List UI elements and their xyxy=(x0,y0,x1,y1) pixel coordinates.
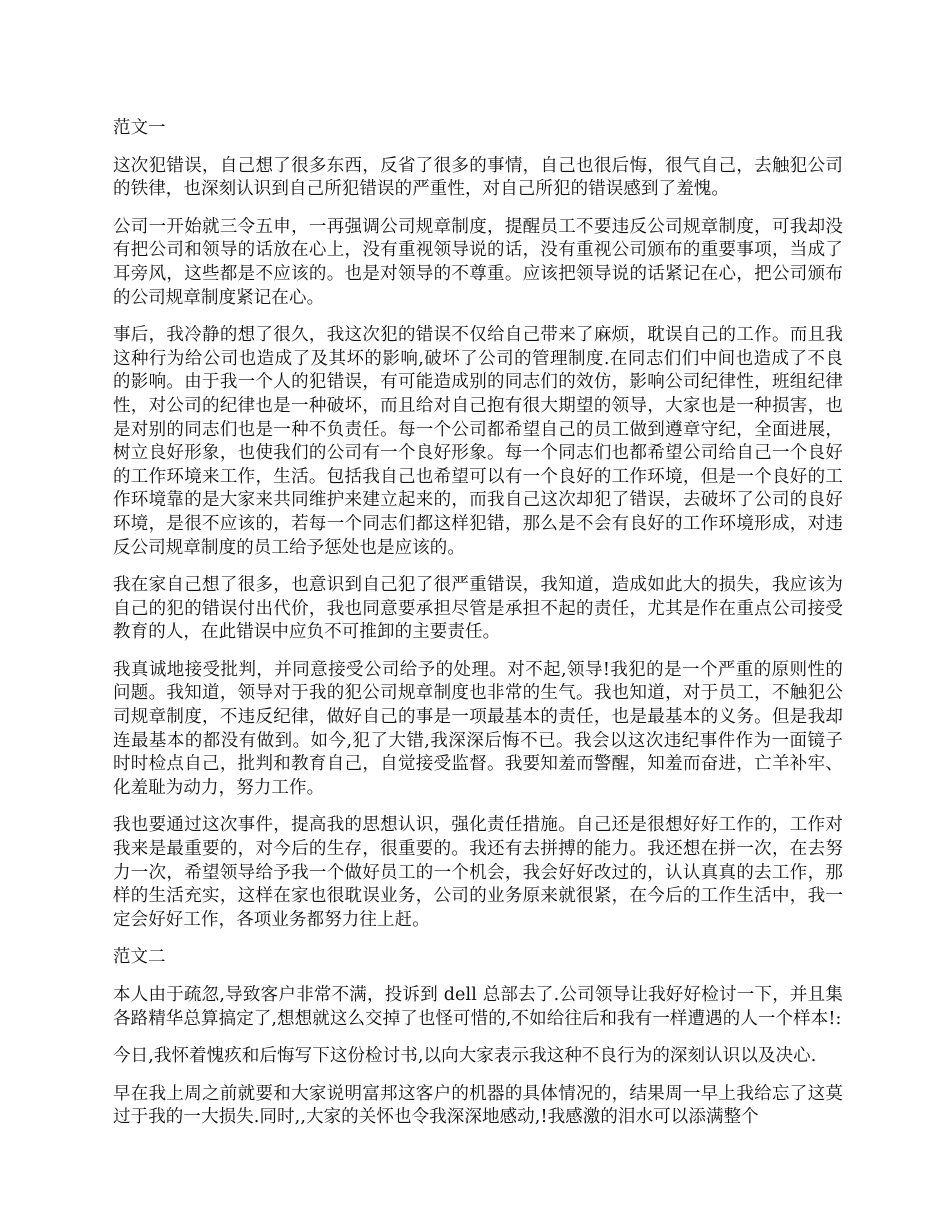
section-heading: 范文二 xyxy=(113,947,166,968)
section-2 xyxy=(113,946,843,1130)
paragraph: 我也要通过这次事件，提高我的思想认识，强化责任措施。自己还是很想好好工作的，工作对我来是最重要的，对今后的生存，很重要的。我还有去拼搏的能力。我还想在拼一次，在去努力一次，希望领导给予我一个做好员工的一个机会，我会好好改过的，认认真真的去工作，那样的生活充实，这样在家也很耽误业务，公司的业务原来就很紧，在今后的工作生活中，我一定会好好工作，各项业务都努力往上赶。 xyxy=(113,815,843,930)
section-heading: 范文一 xyxy=(113,118,166,138)
paragraph: 公司一开始就三令五申，一再强调公司规章制度，提醒员工不要违反公司规章制度，可我却没有把公司和领导的话放在心上，没有重视领导说的话，没有重视公司颁布的重要事项，当成了耳旁风，这些都是不应该的。也是对领导的不尊重。应该把领导说的话紧记在心，把公司颁布的公司规章制度紧记在心。 xyxy=(113,216,843,308)
paragraph: 我真诚地接受批判，并同意接受公司给予的处理。对不起,领导!我犯的是一个严重的原则性的问题。我知道，领导对于我的犯公司规章制度也非常的生气。我也知道，对于员工，不触犯公司规章制度，不违反纪律，做好自己的事是一项最基本的责任，也是最基本的义务。但是我却连最基本的都没有做到。如今,犯了大错,我深深后悔不已。我会以这次违纪事件作为一面镜子时时检点自己，批判和教育自己，自觉接受监督。我要知羞而警醒，知羞而奋进，亡羊补牢、化羞耻为动力，努力工作。 xyxy=(113,659,843,798)
paragraph: 这次犯错误，自己想了很多东西，反省了很多的事情，自己也很后悔，很气自己，去触犯公司的铁律，也深刻认识到自己所犯错误的严重性，对自己所犯的错误感到了羞愧。 xyxy=(113,155,843,200)
document-page xyxy=(113,117,843,1144)
paragraph: 本人由于疏忽,导致客户非常不满，投诉到 dell 总部去了.公司领导让我好好检讨一下，并且集各路精华总算搞定了,想想就这么交掉了也怪可惜的,不如给往后和我有一样遭遇的人一个样本!: xyxy=(113,985,843,1029)
paragraph: 今日,我怀着愧疚和后悔写下这份检讨书,以向大家表示我这种不良行为的深刻认识以及决心. xyxy=(113,1046,817,1067)
paragraph: 事后，我冷静的想了很久，我这次犯的错误不仅给自己带来了麻烦，耽误自己的工作。而且我这种行为给公司也造成了及其坏的影响,破坏了公司的管理制度.在同志们们中间也造成了不良的影响。由于我一个人的犯错误，有可能造成别的同志们的效仿，影响公司纪律性，班组纪律性，对公司的纪律也是一种破坏，而且给对自己抱有很大期望的领导，大家也是一种损害，也是对别的同志们也是一种不负责任。每一个公司都希望自己的员工做到遵章守纪，全面进展，树立良好形象，也使我们的公司有一个良好形象。每一个同志们也都希望公司给自己一个良好的工作环境来工作，生活。包括我自己也希望可以有一个良好的工作环境，但是一个良好的工作环境靠的是大家来共同维护来建立起来的，而我自己这次却犯了错误，去破坏了公司的良好环境，是很不应该的，若每一个同志们都这样犯错，那么是不会有良好的工作环境形成，对违反公司规章制度的员工给予惩处也是应该的。 xyxy=(113,325,843,558)
paragraph: 我在家自己想了很多，也意识到自己犯了很严重错误，我知道，造成如此大的损失，我应该为自己的犯的错误付出代价，我也同意要承担尽管是承担不起的责任，尤其是作在重点公司接受教育的人，在此错误中应负不可推卸的主要责任。 xyxy=(113,575,843,643)
paragraph: 早在我上周之前就要和大家说明富邦这客户的机器的具体情况的，结果周一早上我给忘了这莫过于我的一大损失.同时,,大家的关怀也令我深深地感动,!我感激的泪水可以添满整个 xyxy=(113,1083,843,1128)
section-1 xyxy=(113,117,843,932)
